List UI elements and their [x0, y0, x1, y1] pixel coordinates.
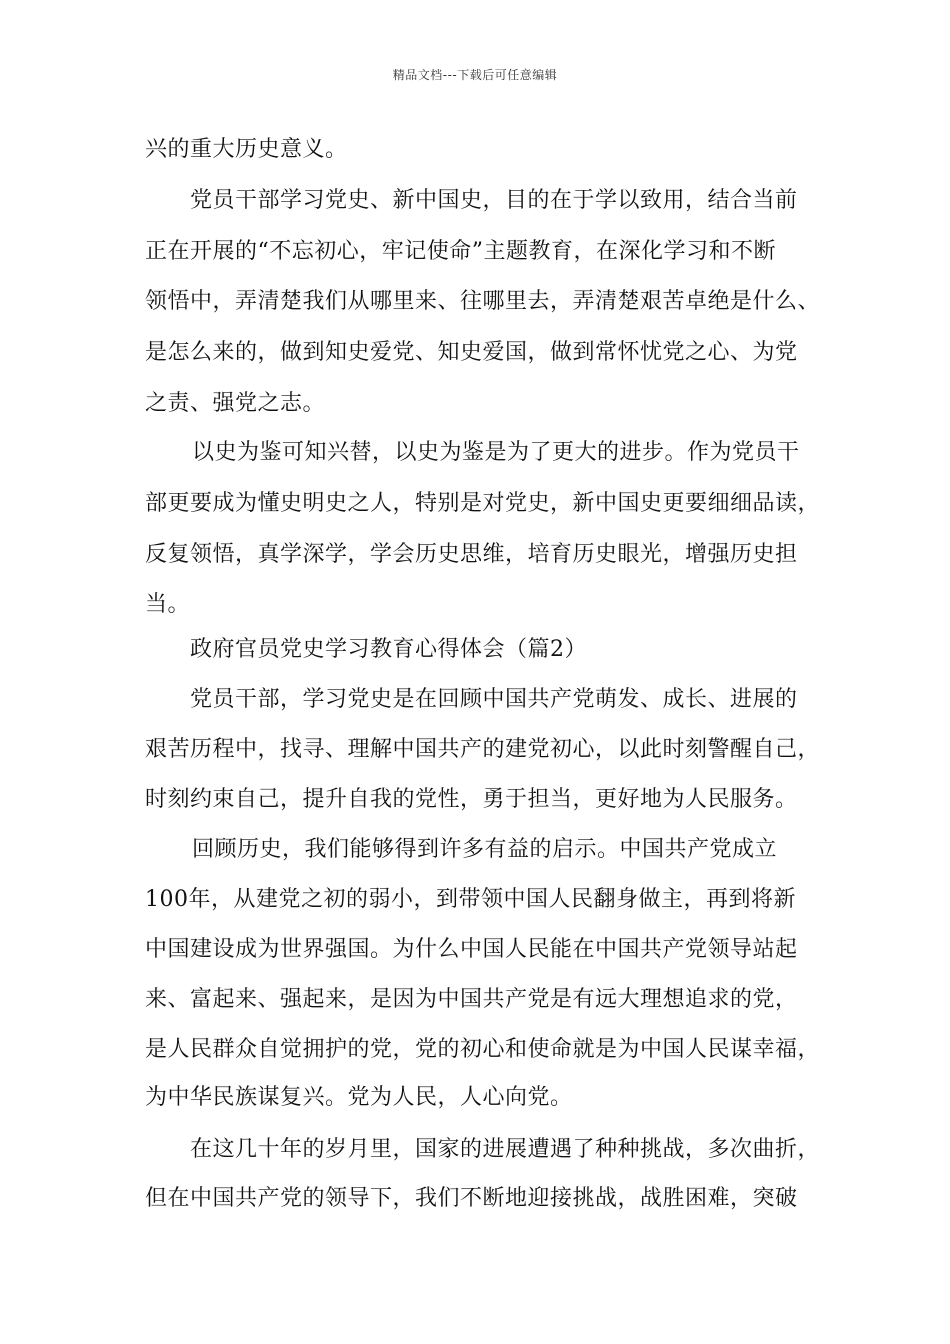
text-line: 部更要成为懂史明史之人，特别是对党史，新中国史更要细细品读，	[145, 491, 821, 516]
text-line: 艰苦历程中，找寻、理解中国共产的建党初心，以此时刻警醒自己，	[145, 737, 821, 762]
page-header: 精品文档---下载后可任意编辑	[392, 68, 558, 82]
paragraph-start-line: 党员干部，学习党史是在回顾中国共产党萌发、成长、进展的	[190, 687, 798, 712]
text-line: 100年，从建党之初的弱小，到带领中国人民翻身做主，再到将新	[145, 887, 796, 912]
text-line: 时刻约束自己，提升自我的党性，勇于担当，更好地为人民服务。	[145, 787, 798, 812]
text-line: 来、富起来、强起来，是因为中国共产党是有远大理想追求的党，	[145, 987, 798, 1012]
paragraph-start-line: 党员干部学习党史、新中国史，目的在于学以致用，结合当前	[190, 188, 798, 213]
text-line: 之责、强党之志。	[145, 391, 326, 416]
text-line: 中国建设成为世界强国。为什么中国人民能在中国共产党领导站起	[145, 937, 798, 962]
text-line: 正在开展的“不忘初心，牢记使命”主题教育，在深化学习和不断	[145, 239, 776, 264]
text-line: 当。	[145, 592, 191, 617]
text-line: 是怎么来的，做到知史爱党、知史爱国，做到常怀忧党之心、为党	[145, 340, 798, 365]
text-line: 领悟中，弄清楚我们从哪里来、往哪里去，弄清楚艰苦卓绝是什么、	[145, 289, 821, 314]
text-line: 但在中国共产党的领导下，我们不断地迎接挑战，战胜困难，突破	[145, 1186, 798, 1211]
paragraph-start-line: 以史为鉴可知兴替，以史为鉴是为了更大的进步。作为党员干	[192, 440, 800, 465]
text-line: 为中华民族谋复兴。党为人民，人心向党。	[145, 1085, 573, 1110]
section-heading: 政府官员党史学习教育心得体会（篇2）	[190, 637, 587, 662]
text-line: 是人民群众自觉拥护的党，党的初心和使命就是为中国人民谋幸福，	[145, 1037, 821, 1062]
paragraph-start-line: 回顾历史，我们能够得到许多有益的启示。中国共产党成立	[192, 837, 778, 862]
text-line: 反复领悟，真学深学，学会历史思维，培育历史眼光，增强历史担	[145, 542, 798, 567]
text-line: 兴的重大历史意义。	[145, 137, 348, 162]
paragraph-start-line: 在这几十年的岁月里，国家的进展遭遇了种种挑战，多次曲折，	[190, 1137, 821, 1162]
